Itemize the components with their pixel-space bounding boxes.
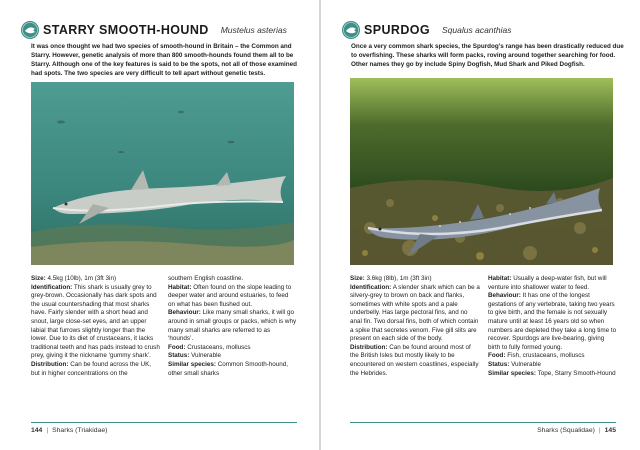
- species-title: SPURDOG: [364, 23, 431, 37]
- footer-divider: [350, 422, 616, 423]
- species-details: [31, 275, 297, 378]
- section-name: Sharks (Triakidae): [52, 427, 108, 434]
- shark-photo: [350, 78, 613, 265]
- detail-distribution: Distribution: Can be found across the UK, but in higher concentrations on the: [31, 360, 152, 377]
- page-footer: [537, 427, 616, 434]
- page-number: 145: [604, 427, 616, 434]
- details-column-1: [31, 275, 160, 378]
- latin-name: Mustelus asterias: [220, 25, 287, 35]
- species-header: [21, 21, 287, 39]
- detail-size: Size: 4.5kg (10lb), 1m (3ft 3in): [31, 275, 117, 282]
- fish-badge-icon: [342, 21, 360, 39]
- details-column-1: [350, 275, 480, 378]
- section-name: Sharks (Squalidae): [537, 427, 595, 434]
- detail-food: Food: Fish, crustaceans, molluscs: [488, 352, 585, 360]
- species-title: STARRY SMOOTH-HOUND: [43, 23, 209, 37]
- latin-name: Squalus acanthias: [442, 25, 512, 35]
- intro-paragraph: Once a very common shark species, the Spurdog’s range has been drastically reduced due to overfishing. These sharks will form packs, roving around together searching for food. Other names they go by include Spiny Dogfish, Mud Shark and Piked Dogfish.: [351, 43, 624, 68]
- details-column-2: [168, 275, 297, 378]
- detail-similar-species: Similar species: Tope, Starry Smooth-Hound: [488, 369, 616, 377]
- right-page: [321, 0, 640, 450]
- footer-separator: |: [46, 427, 49, 434]
- detail-habitat: Habitat: Often found on the slope leading to deeper water and around estuaries, to feed on what has been flushed out.: [168, 283, 292, 308]
- detail-food: Food: Crustaceans, molluscs: [168, 343, 251, 351]
- detail-distribution-cont: southern English coastline.: [168, 275, 244, 282]
- detail-similar-species: Similar species: Common Smooth-hound, other small sharks: [168, 360, 289, 377]
- page-footer: [31, 427, 107, 434]
- details-column-2: [488, 275, 618, 378]
- intro-paragraph: It was once thought we had two species of smooth-hound in Britain – the Common and Starry. However, genetic analysis of more than 800 smooth-hounds found them all to be Starry. Although one of the key features is said to be the spots, not all of those examined had spots. The two species are very difficult to tell apart without genetic tests.: [31, 43, 297, 77]
- shark-photo: [31, 82, 294, 265]
- detail-habitat: Habitat: Usually a deep-water fish, but will venture into shallower water to feed.: [488, 275, 607, 291]
- left-page: [0, 0, 319, 450]
- detail-distribution: Distribution: Can be found around most of the British Isles but mostly likely to be encountered on western coastlines, especially the Hebrides.: [350, 343, 479, 377]
- detail-identification: Identification: This shark is usually grey to grey-brown. Occasionally has dark spots and the usual countershading that most sharks have. Fairly slender with a short head and snout, large close-set eyes, and an upper labial that furrows slightly longer than the lower. Due to its diet of crustaceans, it lacks traditional teeth and has pads instead to crush prey, giving it the nickname ‘gummy shark’.: [31, 283, 160, 360]
- footer-divider: [31, 422, 297, 423]
- detail-behaviour: Behaviour: It has one of the longest gestations of any vertebrate, taking two years to give birth, and the female is not sexually mature until at least 16 years old so when numbers are depleted they take a long time to recover. Spurdogs are live-bearing, giving birth to fully formed young.: [488, 292, 617, 351]
- species-header: [342, 21, 511, 39]
- detail-status: Status: Vulnerable: [168, 352, 221, 360]
- detail-identification: Identification: A slender shark which can be a silvery-grey to brown on back and flanks, sometimes with white spots and a pale underbelly. Has large pectoral fins, and no anal fin. Two dorsal fins, both of which contain a spike that secretes venom. Five gill slits are present on each side of the body.: [350, 283, 480, 343]
- detail-behaviour: Behaviour: Like many small sharks, it will go around in small groups or packs, which is why many small sharks are referred to as ‘hounds’.: [168, 309, 297, 343]
- detail-status: Status: Vulnerable: [488, 360, 541, 368]
- page-number: 144: [31, 427, 43, 434]
- species-details: [350, 275, 618, 378]
- footer-separator: |: [598, 427, 601, 434]
- fish-badge-icon: [21, 21, 39, 39]
- detail-size: Size: 3.6kg (8lb), 1m (3ft 3in): [350, 275, 432, 282]
